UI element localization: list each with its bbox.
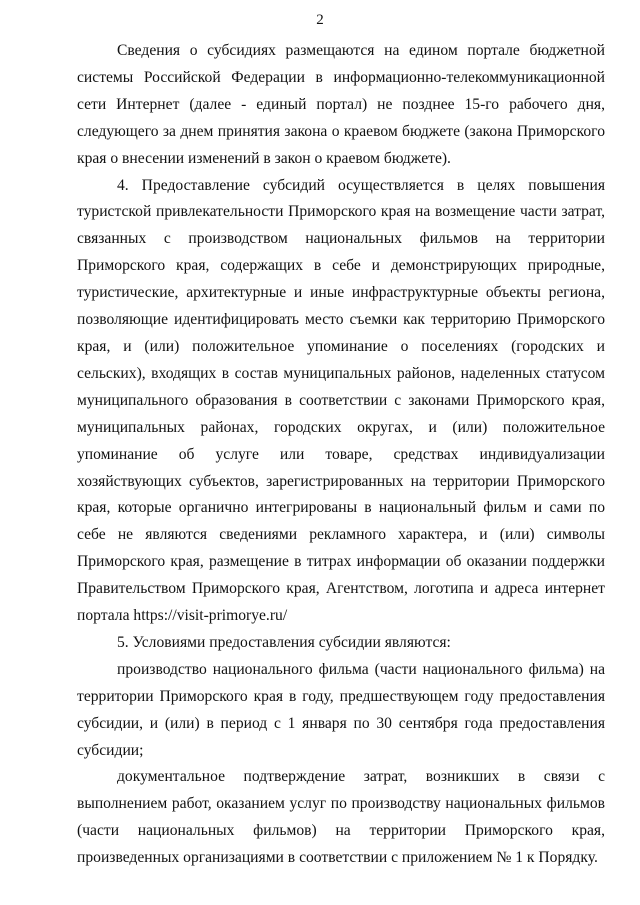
page-number: 2 [316, 12, 324, 28]
paragraph-condition-documentation: документальное подтверждение затрат, возникших в связи с выполнением работ, оказанием услуг по производству национальных фильмов (части национальных фильмов) на территории Приморского края, произведенных организациями в соответствии с приложением № 1 к Порядку. [77, 768, 605, 867]
paragraph-item-4: 4. Предоставление субсидий осуществляется в целях повышения туристской привлекательности Приморского края на возмещение части затрат, связанных с производством национальных фильмов на территории Приморского края, содержащих в себе и демонстрирующих природные, туристические, архитектурные и иные инфраструктурные объекты региона, позволяющие идентифицировать место съемки как территорию Приморского края, и (или) положительное упоминание о поселениях (городских и сельских), входящих в состав муниципальных районов, наделенных статусом муниципального образования в соответствии с законами Приморского края, муниципальных районах, городских округах, и (или) положительное упоминание об услуге или товаре, средствах индивидуализации хозяйствующих субъектов, зарегистрированных на территории Приморского края, которые органично интегрированы в национальный фильм и сами по себе не являются сведениями рекламного характера, и (или) символы Приморского края, размещение в титрах информации об оказании поддержки Правительством Приморского края, Агентством, логотипа и адреса интернет портала https://visit-primorye.ru/ [77, 176, 605, 625]
paragraph-item-5-heading: 5. Условиями предоставления субсидии являются: [117, 633, 451, 651]
paragraph-condition-production: производство национального фильма (части национального фильма) на территории Приморского края в году, предшествующем году предоставления субсидии, и (или) в период с 1 января по 30 сентября года предоставления субсидии; [77, 660, 605, 759]
paragraph-subsidy-info: Сведения о субсидиях размещаются на едином портале бюджетной системы Российской Федерации в информационно-телекоммуникационной сети Интернет (далее - единый портал) не позднее 15-го рабочего дня, следующего за днем принятия закона о краевом бюджете (закона Приморского края о внесении изменений в закон о краевом бюджете). [77, 42, 605, 167]
document-body [77, 38, 605, 872]
